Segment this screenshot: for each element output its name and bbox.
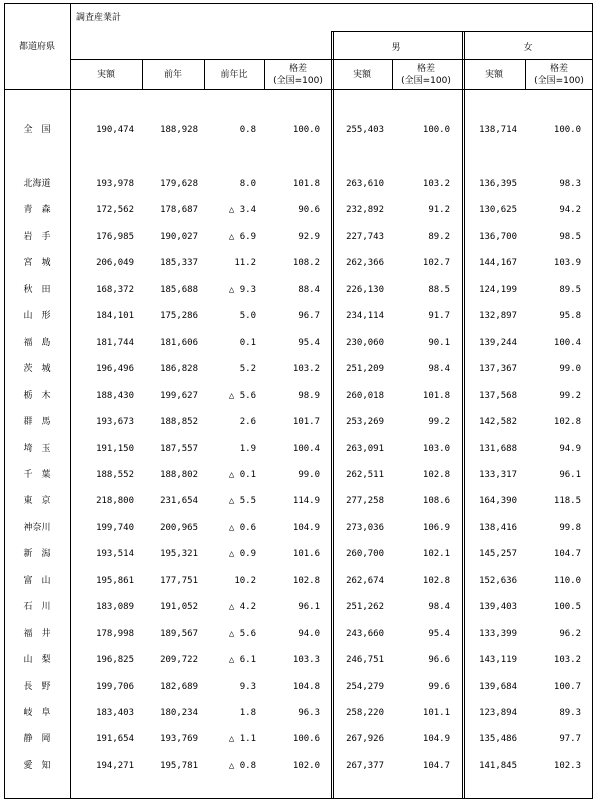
cell-name: 栃 木: [23, 391, 51, 401]
col-male-amount: 実額: [352, 70, 371, 80]
divider-male-left-b: [333, 31, 334, 799]
cell-male-amount: 232,892: [346, 205, 384, 215]
cell-female-index: 102.3: [553, 761, 581, 771]
divider-female-left-b: [464, 31, 465, 799]
cell-yoy: △ 6.1: [228, 655, 256, 665]
cell-female-amount: 136,700: [479, 232, 517, 242]
cell-total-amount: 196,825: [96, 655, 134, 665]
prefecture-header: 都道府県: [18, 42, 55, 52]
female-header: 女: [523, 43, 533, 53]
national-total-amount: 190,474: [96, 125, 134, 135]
cell-male-index: 91.7: [428, 311, 450, 321]
cell-male-amount: 263,091: [346, 444, 384, 454]
cell-female-amount: 123,894: [479, 708, 517, 718]
cell-name: 宮 城: [23, 258, 51, 268]
cell-female-amount: 139,684: [479, 682, 517, 692]
cell-female-index: 100.7: [553, 682, 581, 692]
cell-prev-year: 185,688: [160, 285, 198, 295]
cell-female-index: 96.1: [559, 470, 581, 480]
cell-prev-year: 189,567: [160, 629, 198, 639]
cell-female-amount: 145,257: [479, 549, 517, 559]
cell-total-amount: 218,800: [96, 496, 134, 506]
cell-prev-year: 199,627: [160, 391, 198, 401]
cell-prev-year: 200,965: [160, 523, 198, 533]
cell-male-amount: 230,060: [346, 338, 384, 348]
col-male-index-l2: (全国=100): [401, 76, 451, 86]
cell-total-amount: 199,706: [96, 682, 134, 692]
divider-header-bottom: [4, 89, 593, 90]
cell-total-index: 104.8: [292, 682, 320, 692]
col-total-index-l1: 格差: [288, 64, 307, 74]
cell-male-amount: 258,220: [346, 708, 384, 718]
cell-total-index: 102.8: [292, 576, 320, 586]
border-top: [4, 3, 593, 4]
cell-male-index: 108.6: [422, 496, 450, 506]
cell-yoy: 11.2: [234, 258, 256, 268]
cell-prev-year: 175,286: [160, 311, 198, 321]
cell-male-amount: 254,279: [346, 682, 384, 692]
cell-yoy: △ 0.1: [228, 470, 256, 480]
cell-male-index: 89.2: [428, 232, 450, 242]
cell-prev-year: 180,234: [160, 708, 198, 718]
cell-male-amount: 246,751: [346, 655, 384, 665]
cell-name: 山 梨: [23, 655, 51, 665]
cell-male-index: 91.2: [428, 205, 450, 215]
cell-name: 愛 知: [23, 761, 51, 771]
cell-total-index: 104.9: [292, 523, 320, 533]
cell-male-index: 104.9: [422, 734, 450, 744]
cell-female-index: 110.0: [553, 576, 581, 586]
cell-total-amount: 199,740: [96, 523, 134, 533]
cell-male-amount: 277,258: [346, 496, 384, 506]
cell-prev-year: 181,606: [160, 338, 198, 348]
cell-total-index: 103.3: [292, 655, 320, 665]
national-name: 全 国: [23, 125, 51, 135]
cell-prev-year: 187,557: [160, 444, 198, 454]
cell-male-amount: 267,926: [346, 734, 384, 744]
cell-male-index: 95.4: [428, 629, 450, 639]
cell-total-amount: 181,744: [96, 338, 134, 348]
cell-yoy: 5.2: [239, 364, 256, 374]
cell-yoy: 1.9: [239, 444, 256, 454]
cell-male-index: 103.2: [422, 179, 450, 189]
cell-name: 福 島: [23, 338, 51, 348]
divider-female-left-a: [462, 31, 463, 799]
cell-total-index: 102.0: [292, 761, 320, 771]
cell-yoy: 10.2: [234, 576, 256, 586]
cell-male-index: 98.4: [428, 602, 450, 612]
cell-name: 山 形: [23, 311, 51, 321]
cell-female-amount: 137,568: [479, 391, 517, 401]
border-bottom: [4, 798, 593, 799]
wage-table: [4, 3, 593, 799]
cell-female-index: 94.2: [559, 205, 581, 215]
cell-male-amount: 251,209: [346, 364, 384, 374]
col-yoy: 前年比: [220, 70, 248, 80]
cell-yoy: 2.6: [239, 417, 256, 427]
cell-total-index: 101.6: [292, 549, 320, 559]
border-right: [592, 3, 593, 799]
cell-female-amount: 124,199: [479, 285, 517, 295]
cell-prev-year: 177,751: [160, 576, 198, 586]
cell-female-amount: 138,416: [479, 523, 517, 533]
national-female-index: 100.0: [553, 125, 581, 135]
cell-yoy: △ 6.9: [228, 232, 256, 242]
cell-male-index: 101.8: [422, 391, 450, 401]
cell-male-amount: 234,114: [346, 311, 384, 321]
cell-prev-year: 195,781: [160, 761, 198, 771]
cell-total-amount: 183,089: [96, 602, 134, 612]
cell-male-index: 102.8: [422, 576, 450, 586]
cell-total-amount: 194,271: [96, 761, 134, 771]
cell-total-index: 108.2: [292, 258, 320, 268]
cell-female-amount: 133,399: [479, 629, 517, 639]
cell-name: 岩 手: [23, 232, 51, 242]
cell-male-amount: 260,018: [346, 391, 384, 401]
cell-female-index: 98.3: [559, 179, 581, 189]
cell-female-index: 99.0: [559, 364, 581, 374]
cell-male-index: 104.7: [422, 761, 450, 771]
cell-male-amount: 260,700: [346, 549, 384, 559]
col-prev-year: 前年: [163, 70, 182, 80]
divider-male-left-a: [331, 31, 332, 799]
cell-total-amount: 191,150: [96, 444, 134, 454]
cell-female-amount: 131,688: [479, 444, 517, 454]
cell-female-index: 99.2: [559, 391, 581, 401]
cell-male-index: 101.1: [422, 708, 450, 718]
cell-name: 茨 城: [23, 364, 51, 374]
cell-female-index: 118.5: [553, 496, 581, 506]
cell-prev-year: 186,828: [160, 364, 198, 374]
cell-female-amount: 144,167: [479, 258, 517, 268]
cell-total-amount: 178,998: [96, 629, 134, 639]
cell-total-index: 90.6: [298, 205, 320, 215]
cell-total-index: 96.1: [298, 602, 320, 612]
cell-female-index: 103.9: [553, 258, 581, 268]
cell-female-index: 98.5: [559, 232, 581, 242]
national-total-index: 100.0: [292, 125, 320, 135]
cell-total-index: 114.9: [292, 496, 320, 506]
cell-total-index: 99.0: [298, 470, 320, 480]
cell-male-index: 106.9: [422, 523, 450, 533]
cell-female-amount: 139,244: [479, 338, 517, 348]
cell-yoy: △ 0.9: [228, 549, 256, 559]
cell-total-amount: 176,985: [96, 232, 134, 242]
cell-female-index: 104.7: [553, 549, 581, 559]
col-female-amount: 実額: [484, 70, 503, 80]
cell-female-amount: 136,395: [479, 179, 517, 189]
national-female-amount: 138,714: [479, 125, 517, 135]
cell-total-index: 96.7: [298, 311, 320, 321]
cell-name: 岐 阜: [23, 708, 51, 718]
cell-name: 群 馬: [23, 417, 51, 427]
cell-name: 埼 玉: [23, 444, 51, 454]
cell-name: 静 岡: [23, 734, 51, 744]
cell-male-index: 99.2: [428, 417, 450, 427]
cell-total-amount: 168,372: [96, 285, 134, 295]
cell-total-index: 100.6: [292, 734, 320, 744]
cell-male-index: 102.7: [422, 258, 450, 268]
col-female-index-l2: (全国=100): [534, 76, 584, 86]
cell-yoy: 5.0: [239, 311, 256, 321]
cell-total-amount: 191,654: [96, 734, 134, 744]
cell-female-amount: 142,582: [479, 417, 517, 427]
col-female-index-l1: 格差: [549, 64, 568, 74]
cell-yoy: 8.0: [239, 179, 256, 189]
cell-prev-year: 182,689: [160, 682, 198, 692]
cell-total-amount: 193,514: [96, 549, 134, 559]
cell-name: 富 山: [23, 576, 51, 586]
cell-female-amount: 139,403: [479, 602, 517, 612]
cell-name: 長 野: [23, 682, 51, 692]
divider-h1: [142, 59, 143, 90]
cell-name: 千 葉: [23, 470, 51, 480]
cell-total-index: 95.4: [298, 338, 320, 348]
cell-yoy: 9.3: [239, 682, 256, 692]
national-male-index: 100.0: [422, 125, 450, 135]
cell-total-amount: 188,430: [96, 391, 134, 401]
cell-female-amount: 133,317: [479, 470, 517, 480]
cell-male-index: 98.4: [428, 364, 450, 374]
cell-male-amount: 262,511: [346, 470, 384, 480]
cell-name: 秋 田: [23, 285, 51, 295]
cell-yoy: △ 3.4: [228, 205, 256, 215]
cell-male-amount: 227,743: [346, 232, 384, 242]
cell-yoy: △ 0.8: [228, 761, 256, 771]
cell-total-index: 101.8: [292, 179, 320, 189]
cell-prev-year: 188,852: [160, 417, 198, 427]
cell-name: 新 潟: [23, 549, 51, 559]
cell-total-index: 94.0: [298, 629, 320, 639]
cell-total-index: 103.2: [292, 364, 320, 374]
cell-yoy: 0.1: [239, 338, 256, 348]
cell-female-amount: 152,636: [479, 576, 517, 586]
cell-female-index: 102.8: [553, 417, 581, 427]
divider-pref: [70, 3, 71, 799]
industry-total-header: 調査産業計: [76, 13, 122, 23]
col-total-amount: 実額: [96, 70, 115, 80]
cell-female-index: 95.8: [559, 311, 581, 321]
cell-female-amount: 135,486: [479, 734, 517, 744]
cell-male-amount: 262,674: [346, 576, 384, 586]
cell-male-index: 88.5: [428, 285, 450, 295]
cell-female-amount: 137,367: [479, 364, 517, 374]
cell-male-index: 103.0: [422, 444, 450, 454]
cell-prev-year: 191,052: [160, 602, 198, 612]
cell-yoy: △ 5.6: [228, 629, 256, 639]
cell-prev-year: 209,722: [160, 655, 198, 665]
cell-total-index: 88.4: [298, 285, 320, 295]
cell-total-amount: 195,861: [96, 576, 134, 586]
cell-total-index: 96.3: [298, 708, 320, 718]
cell-yoy: 1.8: [239, 708, 256, 718]
col-total-index-l2: (全国=100): [273, 76, 323, 86]
cell-female-amount: 143,119: [479, 655, 517, 665]
male-header: 男: [391, 43, 401, 53]
cell-male-index: 99.6: [428, 682, 450, 692]
cell-female-amount: 164,390: [479, 496, 517, 506]
cell-male-amount: 273,036: [346, 523, 384, 533]
cell-female-index: 96.2: [559, 629, 581, 639]
cell-prev-year: 179,628: [160, 179, 198, 189]
cell-name: 東 京: [23, 496, 51, 506]
cell-male-index: 96.6: [428, 655, 450, 665]
cell-female-amount: 132,897: [479, 311, 517, 321]
cell-female-amount: 141,845: [479, 761, 517, 771]
cell-female-index: 89.3: [559, 708, 581, 718]
cell-yoy: △ 5.5: [228, 496, 256, 506]
cell-yoy: △ 5.6: [228, 391, 256, 401]
cell-name: 福 井: [23, 629, 51, 639]
cell-female-index: 97.7: [559, 734, 581, 744]
col-male-index-l1: 格差: [416, 64, 435, 74]
divider-h2: [204, 59, 205, 90]
cell-male-amount: 253,269: [346, 417, 384, 427]
cell-prev-year: 185,337: [160, 258, 198, 268]
cell-total-amount: 193,673: [96, 417, 134, 427]
cell-male-amount: 263,610: [346, 179, 384, 189]
cell-total-index: 98.9: [298, 391, 320, 401]
cell-male-amount: 226,130: [346, 285, 384, 295]
cell-male-index: 102.1: [422, 549, 450, 559]
cell-yoy: △ 0.6: [228, 523, 256, 533]
cell-total-index: 101.7: [292, 417, 320, 427]
cell-prev-year: 188,802: [160, 470, 198, 480]
cell-female-index: 100.4: [553, 338, 581, 348]
cell-female-amount: 130,625: [479, 205, 517, 215]
cell-prev-year: 190,027: [160, 232, 198, 242]
cell-yoy: △ 4.2: [228, 602, 256, 612]
cell-male-index: 102.8: [422, 470, 450, 480]
cell-total-amount: 184,101: [96, 311, 134, 321]
border-left: [4, 3, 5, 799]
cell-male-index: 90.1: [428, 338, 450, 348]
cell-total-index: 92.9: [298, 232, 320, 242]
national-male-amount: 255,403: [346, 125, 384, 135]
cell-total-amount: 183,403: [96, 708, 134, 718]
cell-male-amount: 243,660: [346, 629, 384, 639]
cell-total-amount: 196,496: [96, 364, 134, 374]
cell-male-amount: 251,262: [346, 602, 384, 612]
cell-prev-year: 195,321: [160, 549, 198, 559]
national-yoy: 0.8: [239, 125, 256, 135]
cell-prev-year: 193,769: [160, 734, 198, 744]
cell-male-amount: 267,377: [346, 761, 384, 771]
cell-female-index: 103.2: [553, 655, 581, 665]
cell-prev-year: 178,687: [160, 205, 198, 215]
cell-female-index: 99.8: [559, 523, 581, 533]
cell-female-index: 100.5: [553, 602, 581, 612]
cell-female-index: 89.5: [559, 285, 581, 295]
cell-female-index: 94.9: [559, 444, 581, 454]
cell-total-amount: 188,552: [96, 470, 134, 480]
cell-prev-year: 231,654: [160, 496, 198, 506]
cell-yoy: △ 9.3: [228, 285, 256, 295]
cell-total-index: 100.4: [292, 444, 320, 454]
cell-name: 神奈川: [23, 523, 51, 533]
divider-h5: [525, 59, 526, 90]
cell-male-amount: 262,366: [346, 258, 384, 268]
cell-name: 青 森: [23, 205, 51, 215]
national-prev-year: 188,928: [160, 125, 198, 135]
cell-total-amount: 193,978: [96, 179, 134, 189]
cell-yoy: △ 1.1: [228, 734, 256, 744]
cell-total-amount: 206,049: [96, 258, 134, 268]
cell-total-amount: 172,562: [96, 205, 134, 215]
divider-h3: [264, 59, 265, 90]
cell-name: 北海道: [23, 179, 51, 189]
divider-h4: [392, 59, 393, 90]
cell-name: 石 川: [23, 602, 51, 612]
